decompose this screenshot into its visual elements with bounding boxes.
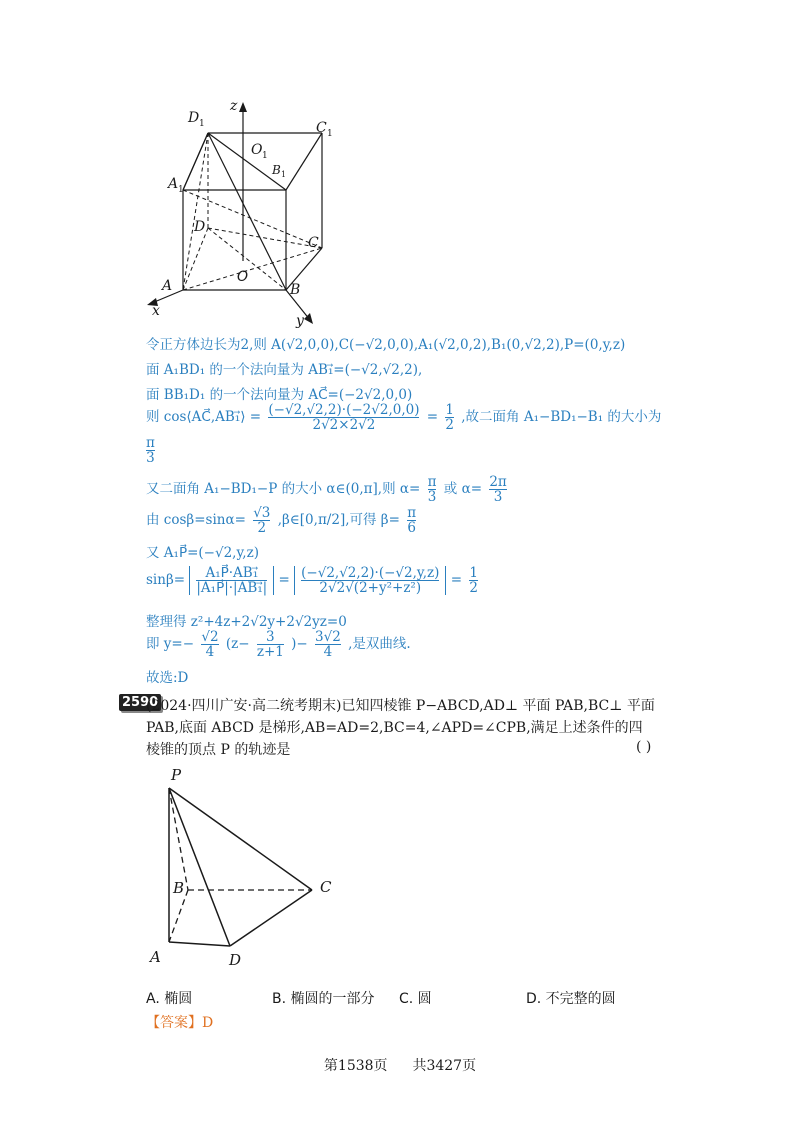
problem-number-badge: 2590 [119,694,161,711]
label-y: y [296,313,304,329]
cos-label: 则 cos⟨AC⃗,AB₁⃗⟩ = [146,409,262,425]
label-B: B [290,282,301,298]
label-C1-sub: 1 [327,129,333,139]
answer-line [146,1012,213,1032]
label-D1: D [188,110,200,126]
label-D2: D [229,951,242,969]
option-c[interactable]: C. 圆 [399,991,432,1007]
label-O: O [237,269,249,285]
cos-fraction: $\frac{(-√2,√2,2)\cdot(-2√2,0,0)}{2√2\times 2√2}$ [268,402,420,433]
solution-line-10: 即 y=− $\frac{√2}{4}$ (z− $\frac{3}{z+1}$ )− $\frac{3√2}{4}$ ,是双曲线. [146,629,411,660]
label-A1-sub: 1 [178,185,184,195]
solution-line-4: 则 cos⟨AC⃗,AB₁⃗⟩ = $\frac{(-√2,√2,2)\cdot(-2√2,0,0)}{2√2\times 2√2}$ = $\frac{1}{2}$ ,故二面角 A₁−BD₁−B₁ 的大小为 [146,402,662,433]
solution-line-7: 又 A₁P⃗=(−√2,y,z) [146,545,259,561]
label-C1: C [316,120,327,136]
cube-figure [140,98,340,330]
label-A: A [162,278,173,294]
solution-line-5: 又二面角 A₁−BD₁−P 的大小 α∈(0,π],则 α= $\frac{\pi}{3}$ 或 α= $\frac{2\pi}{3}$ [146,474,507,505]
half-fraction: $\frac{1}{2}$ [445,402,454,433]
solution-line-8: sinβ= $\frac{\text{A₁P⃗·AB₁⃗}}{\text{|A₁P⃗|·|AB₁⃗|}}$ = $\frac{(-√2,√2,2)\cdot(-√2,y,z)}{\text{2√2√(2+y²+z²)}}$ = $\frac{1}{2}$ [146,565,478,596]
solution-line-2: 面 A₁BD₁ 的一个法向量为 AB₁⃗=(−√2,√2,2), [146,362,423,378]
problem-line-3: 棱锥的顶点 P 的轨迹是 [146,742,291,758]
answer-value: D [202,1015,214,1031]
option-d[interactable]: D. 不完整的圆 [526,991,616,1007]
page-number: 第1538页 [323,1058,388,1074]
page-total: 共3427页 [412,1058,477,1074]
solution-line-3: 面 BB₁D₁ 的一个法向量为 AC⃗=(−2√2,0,0) [146,387,413,403]
label-B1: B [272,163,281,177]
solution-line-6: 由 cosβ=sinα= $\frac{√3}{2}$ ,β∈[0,π/2],可得 β= $\frac{\pi}{6}$ [146,505,417,536]
label-B2: B [173,879,185,897]
solution-line-1: 令正方体边长为2,则 A(√2,0,0),C(−√2,0,0),A₁(√2,0,2),B₁(0,√2,2),P=(0,y,z) [146,337,626,353]
label-B1-sub: 1 [281,170,287,179]
option-a[interactable]: A. 椭圆 [146,991,193,1007]
label-P: P [171,766,182,784]
solution-conclusion: 故选:D [146,670,189,686]
answer-blank: ( ) [636,739,652,755]
label-C2: C [320,878,332,896]
pi-over-3: $\frac{\pi}{3}$ [146,435,155,466]
problem-line-2: PAB,底面 ABCD 是梯形,AB=AD=2,BC=4,∠APD=∠CPB,满足上述条件的四 [146,720,643,736]
label-A2: A [150,948,161,966]
solution-line-9: 整理得 z²+4z+2√2y+2√2yz=0 [146,614,347,630]
answer-tag: 【答案】 [146,1015,202,1031]
label-A1: A [168,176,179,192]
label-x: x [152,303,160,319]
label-D1-sub: 1 [199,119,205,129]
page-footer [0,1055,800,1075]
pyramid-figure [140,762,340,972]
problem-line-1: (2024·四川广安·高二统考期末)已知四棱锥 P−ABCD,AD⊥ 平面 PAB,BC⊥ 平面 [146,698,655,714]
option-b[interactable]: B. 椭圆的一部分 [272,991,375,1007]
label-D: D [194,219,206,235]
label-O1: O [251,142,263,158]
label-z: z [230,98,238,114]
label-O1-sub: 1 [262,151,268,161]
label-C: C [308,235,319,251]
